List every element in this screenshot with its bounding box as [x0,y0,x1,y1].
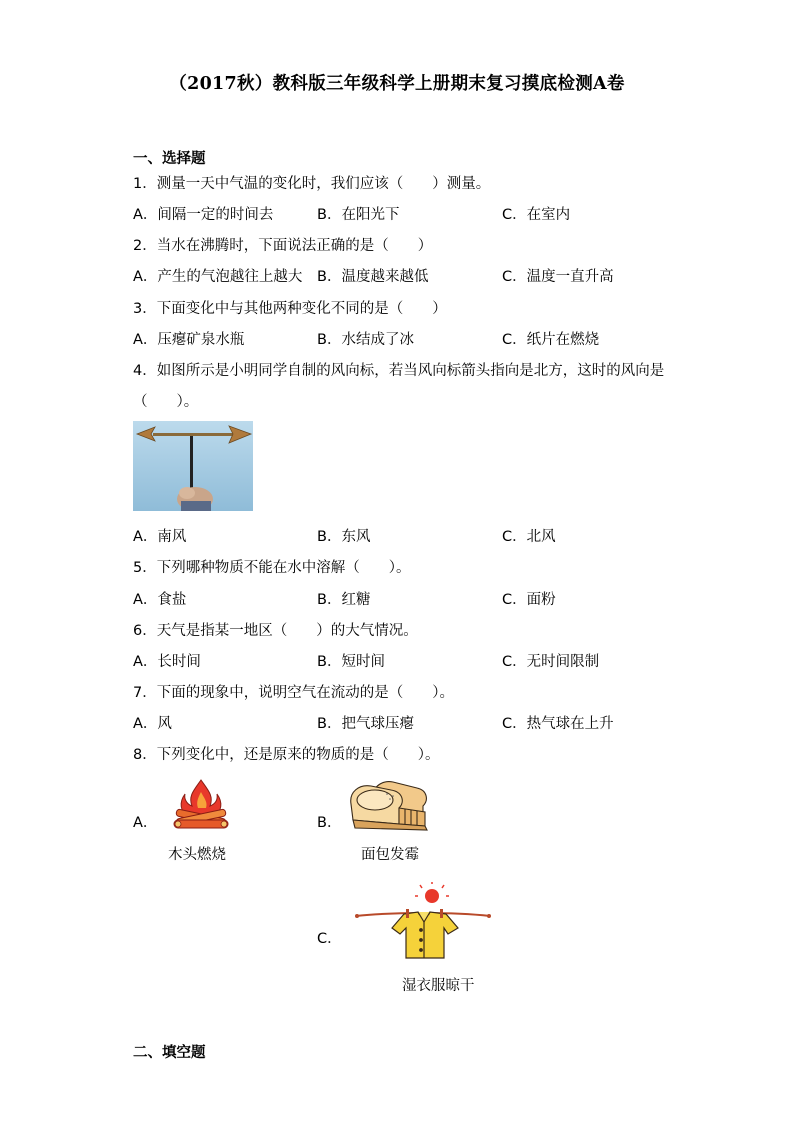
q5-option-b: B．红糖 [317,592,371,608]
q2-option-b: B．温度越来越低 [317,269,429,285]
q8-option-c: C． [317,931,342,947]
q8-caption-b: 面包发霉 [361,847,419,863]
q7-option-a: A．风 [133,716,172,732]
question-7: 7．下面的现象中，说明空气在流动的是（ ）。 [133,685,454,701]
q4-option-c: C．北风 [502,529,556,545]
section-heading-choice: 一、选择题 [133,151,206,167]
q8-caption-c: 湿衣服晾干 [402,978,475,994]
q3-option-c: C．纸片在燃烧 [502,332,600,348]
q4-option-b: B．东风 [317,529,371,545]
q1-option-a: A．间隔一定的时间去 [133,207,274,223]
weather-vane-photo [133,421,253,511]
q2-option-c: C．温度一直升高 [502,269,614,285]
q7-option-c: C．热气球在上升 [502,716,614,732]
q7-option-b: B．把气球压瘪 [317,716,414,732]
question-3: 3．下面变化中与其他两种变化不同的是（ ） [133,301,447,317]
q3-option-b: B．水结成了冰 [317,332,414,348]
q8-option-a: A． [133,815,158,831]
q8-option-b: B． [317,815,342,831]
q1-option-c: C．在室内 [502,207,571,223]
q3-option-a: A．压瘪矿泉水瓶 [133,332,245,348]
q5-option-c: C．面粉 [502,592,556,608]
bread-icon [347,778,429,832]
drying-shirt-icon [354,882,492,962]
question-5: 5．下列哪种物质不能在水中溶解（ ）。 [133,560,411,576]
q8-caption-a: 木头燃烧 [168,847,226,863]
page-title: （2017秋）教科版三年级科学上册期末复习摸底检测A卷 [169,74,625,94]
question-8: 8．下列变化中，还是原来的物质的是（ ）。 [133,747,440,763]
question-2: 2．当水在沸腾时，下面说法正确的是（ ） [133,238,433,254]
question-6: 6．天气是指某一地区（ ）的大气情况。 [133,623,418,639]
question-1: 1．测量一天中气温的变化时，我们应该（ ）测量。 [133,176,491,192]
question-4: 4．如图所示是小明同学自制的风向标，若当风向标箭头指向是北方，这时的风向是 [133,363,665,379]
q1-option-b: B．在阳光下 [317,207,400,223]
q6-option-a: A．长时间 [133,654,201,670]
q4-option-a: A．南风 [133,529,187,545]
q2-option-a: A．产生的气泡越往上越大 [133,269,303,285]
q6-option-c: C．无时间限制 [502,654,600,670]
section-heading-fill: 二、填空题 [133,1045,206,1061]
q6-option-b: B．短时间 [317,654,385,670]
question-4-continued: （ ）。 [133,394,199,410]
campfire-icon [170,776,232,834]
q5-option-a: A．食盐 [133,592,187,608]
